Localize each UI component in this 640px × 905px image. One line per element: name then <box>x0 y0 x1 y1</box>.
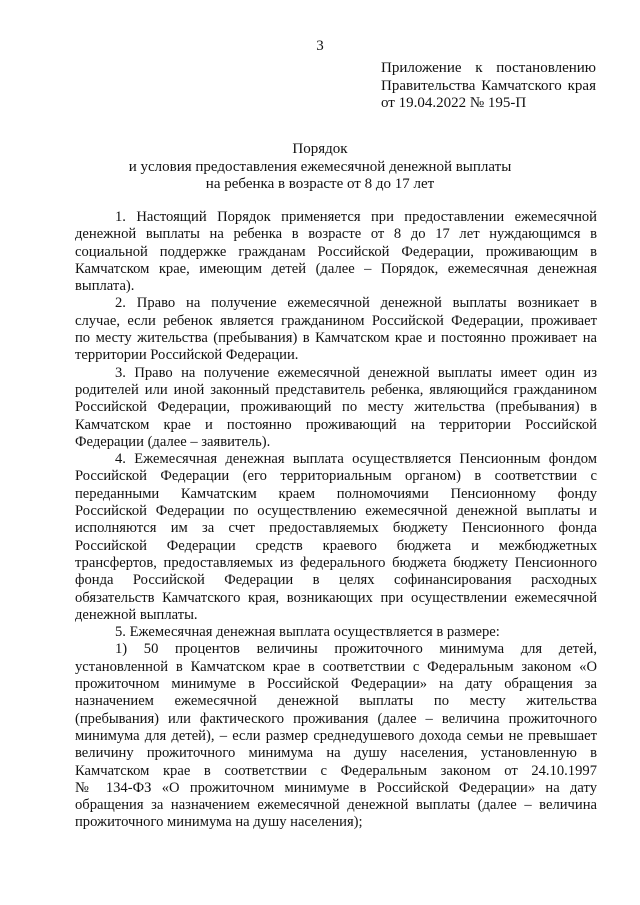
appendix-block <box>381 60 596 113</box>
paragraph-line: 3. Право на получение ежемесячной денежной выплаты имеет один из <box>115 364 597 381</box>
paragraph <box>75 641 597 831</box>
paragraph-line: 5. Ежемесячная денежная выплата осуществляется в размере: <box>115 624 500 641</box>
paragraph-line: по месту жительства (пребывания) в Камчатском крае и постоянно проживает на <box>75 330 597 347</box>
paragraph-line: денежной выплаты на ребенка в возрасте от 8 до 17 лет нуждающимся в <box>75 226 597 243</box>
paragraph <box>75 365 597 451</box>
document-body <box>75 209 597 832</box>
title-line: Порядок <box>292 141 348 157</box>
appendix-line: Приложение к постановлению <box>381 60 596 76</box>
paragraph-line: 1. Настоящий Порядок применяется при предоставлении ежемесячной <box>115 209 597 225</box>
paragraph <box>75 451 597 624</box>
paragraph <box>75 209 597 295</box>
paragraph-line: Российской Федерации (его территориальным органом) в соответствии с <box>75 468 597 485</box>
paragraph-line: Камчатском крае, имеющим детей (далее – Порядок, ежемесячная денежная <box>75 260 597 277</box>
paragraph-line: 1) 50 процентов величины прожиточного минимума для детей, <box>115 641 597 658</box>
paragraph-line: Российской Федерации, проживающий по месту жительства (пребывания) в <box>75 399 597 416</box>
document-title <box>0 141 640 194</box>
paragraph-line: № 134-ФЗ «О прожиточном минимуме в Российской Федерации» на дату <box>75 779 597 796</box>
paragraph-line: Камчатском крае в соответствии с Федеральным законом от 24.10.1997 <box>75 762 597 779</box>
paragraph-line: Камчатском крае и постоянно проживающий на территории Российской <box>75 416 597 433</box>
paragraph <box>75 624 597 641</box>
paragraph-line: переданными Камчатским краем полномочиями Пенсионному фонду <box>75 485 597 502</box>
paragraph-line: минимума для детей), – если размер среднедушевого дохода семьи не превышает <box>75 727 597 744</box>
paragraph-line: случае, если ребенок является гражданином Российской Федерации, проживает <box>75 312 597 329</box>
title-line: на ребенка в возрасте от 8 до 17 лет <box>205 176 435 192</box>
appendix-line: Правительства Камчатского края <box>381 77 596 94</box>
paragraph-line: прожиточном минимуме в Российской Федерации» на дату обращения за <box>75 676 597 693</box>
paragraph-line: 4. Ежемесячная денежная выплата осуществляется Пенсионным фондом <box>115 451 597 468</box>
paragraph-line: установленной в Камчатском крае в соответствии с Федеральным законом «О <box>75 658 597 675</box>
paragraph-line: денежной выплаты. <box>75 606 198 623</box>
paragraph-line: Российской Федерации по осуществлению ежемесячной денежной выплаты и <box>75 503 597 520</box>
paragraph-line: исполняются им за счет предоставляемых бюджету Пенсионного фонда <box>75 520 597 537</box>
paragraph-line: фонда Российской Федерации в целях софинансирования расходных <box>75 572 597 589</box>
paragraph-line: социальной поддержке гражданам Российской Федерации, проживающим в <box>75 243 597 260</box>
appendix-line: от 19.04.2022 № 195-П <box>381 95 527 111</box>
paragraph-line: Федерации (далее – заявитель). <box>75 433 271 450</box>
paragraph-line: Российской Федерации средств краевого бюджета и межбюджетных <box>75 537 597 554</box>
paragraph-line: обязательств Камчатского края, возникающих при осуществлении ежемесячной <box>75 589 597 606</box>
page-number: 3 <box>316 38 324 54</box>
paragraph <box>75 295 597 364</box>
paragraph-line: выплата). <box>75 278 135 295</box>
paragraph-line: территории Российской Федерации. <box>75 347 299 364</box>
paragraph-line: 2. Право на получение ежемесячной денежной выплаты возникает в <box>115 295 597 312</box>
paragraph-line: прожиточного минимума на душу населения); <box>75 814 363 831</box>
paragraph-line: назначением ежемесячной денежной выплаты по месту жительства <box>75 693 597 710</box>
paragraph-line: величину прожиточного минимума на душу населения, установленную в <box>75 745 597 762</box>
paragraph-line: (пребывания) или фактического проживания (далее – величина прожиточного <box>75 710 597 727</box>
paragraph-line: родителей или иной законный представитель ребенка, являющийся гражданином <box>75 381 597 398</box>
title-line: и условия предоставления ежемесячной денежной выплаты <box>128 158 512 175</box>
paragraph-line: обращения за назначением ежемесячной денежной выплаты (далее – величина <box>75 797 597 814</box>
paragraph-line: трансфертов, предоставляемых из федерального бюджета бюджету Пенсионного <box>75 554 597 571</box>
